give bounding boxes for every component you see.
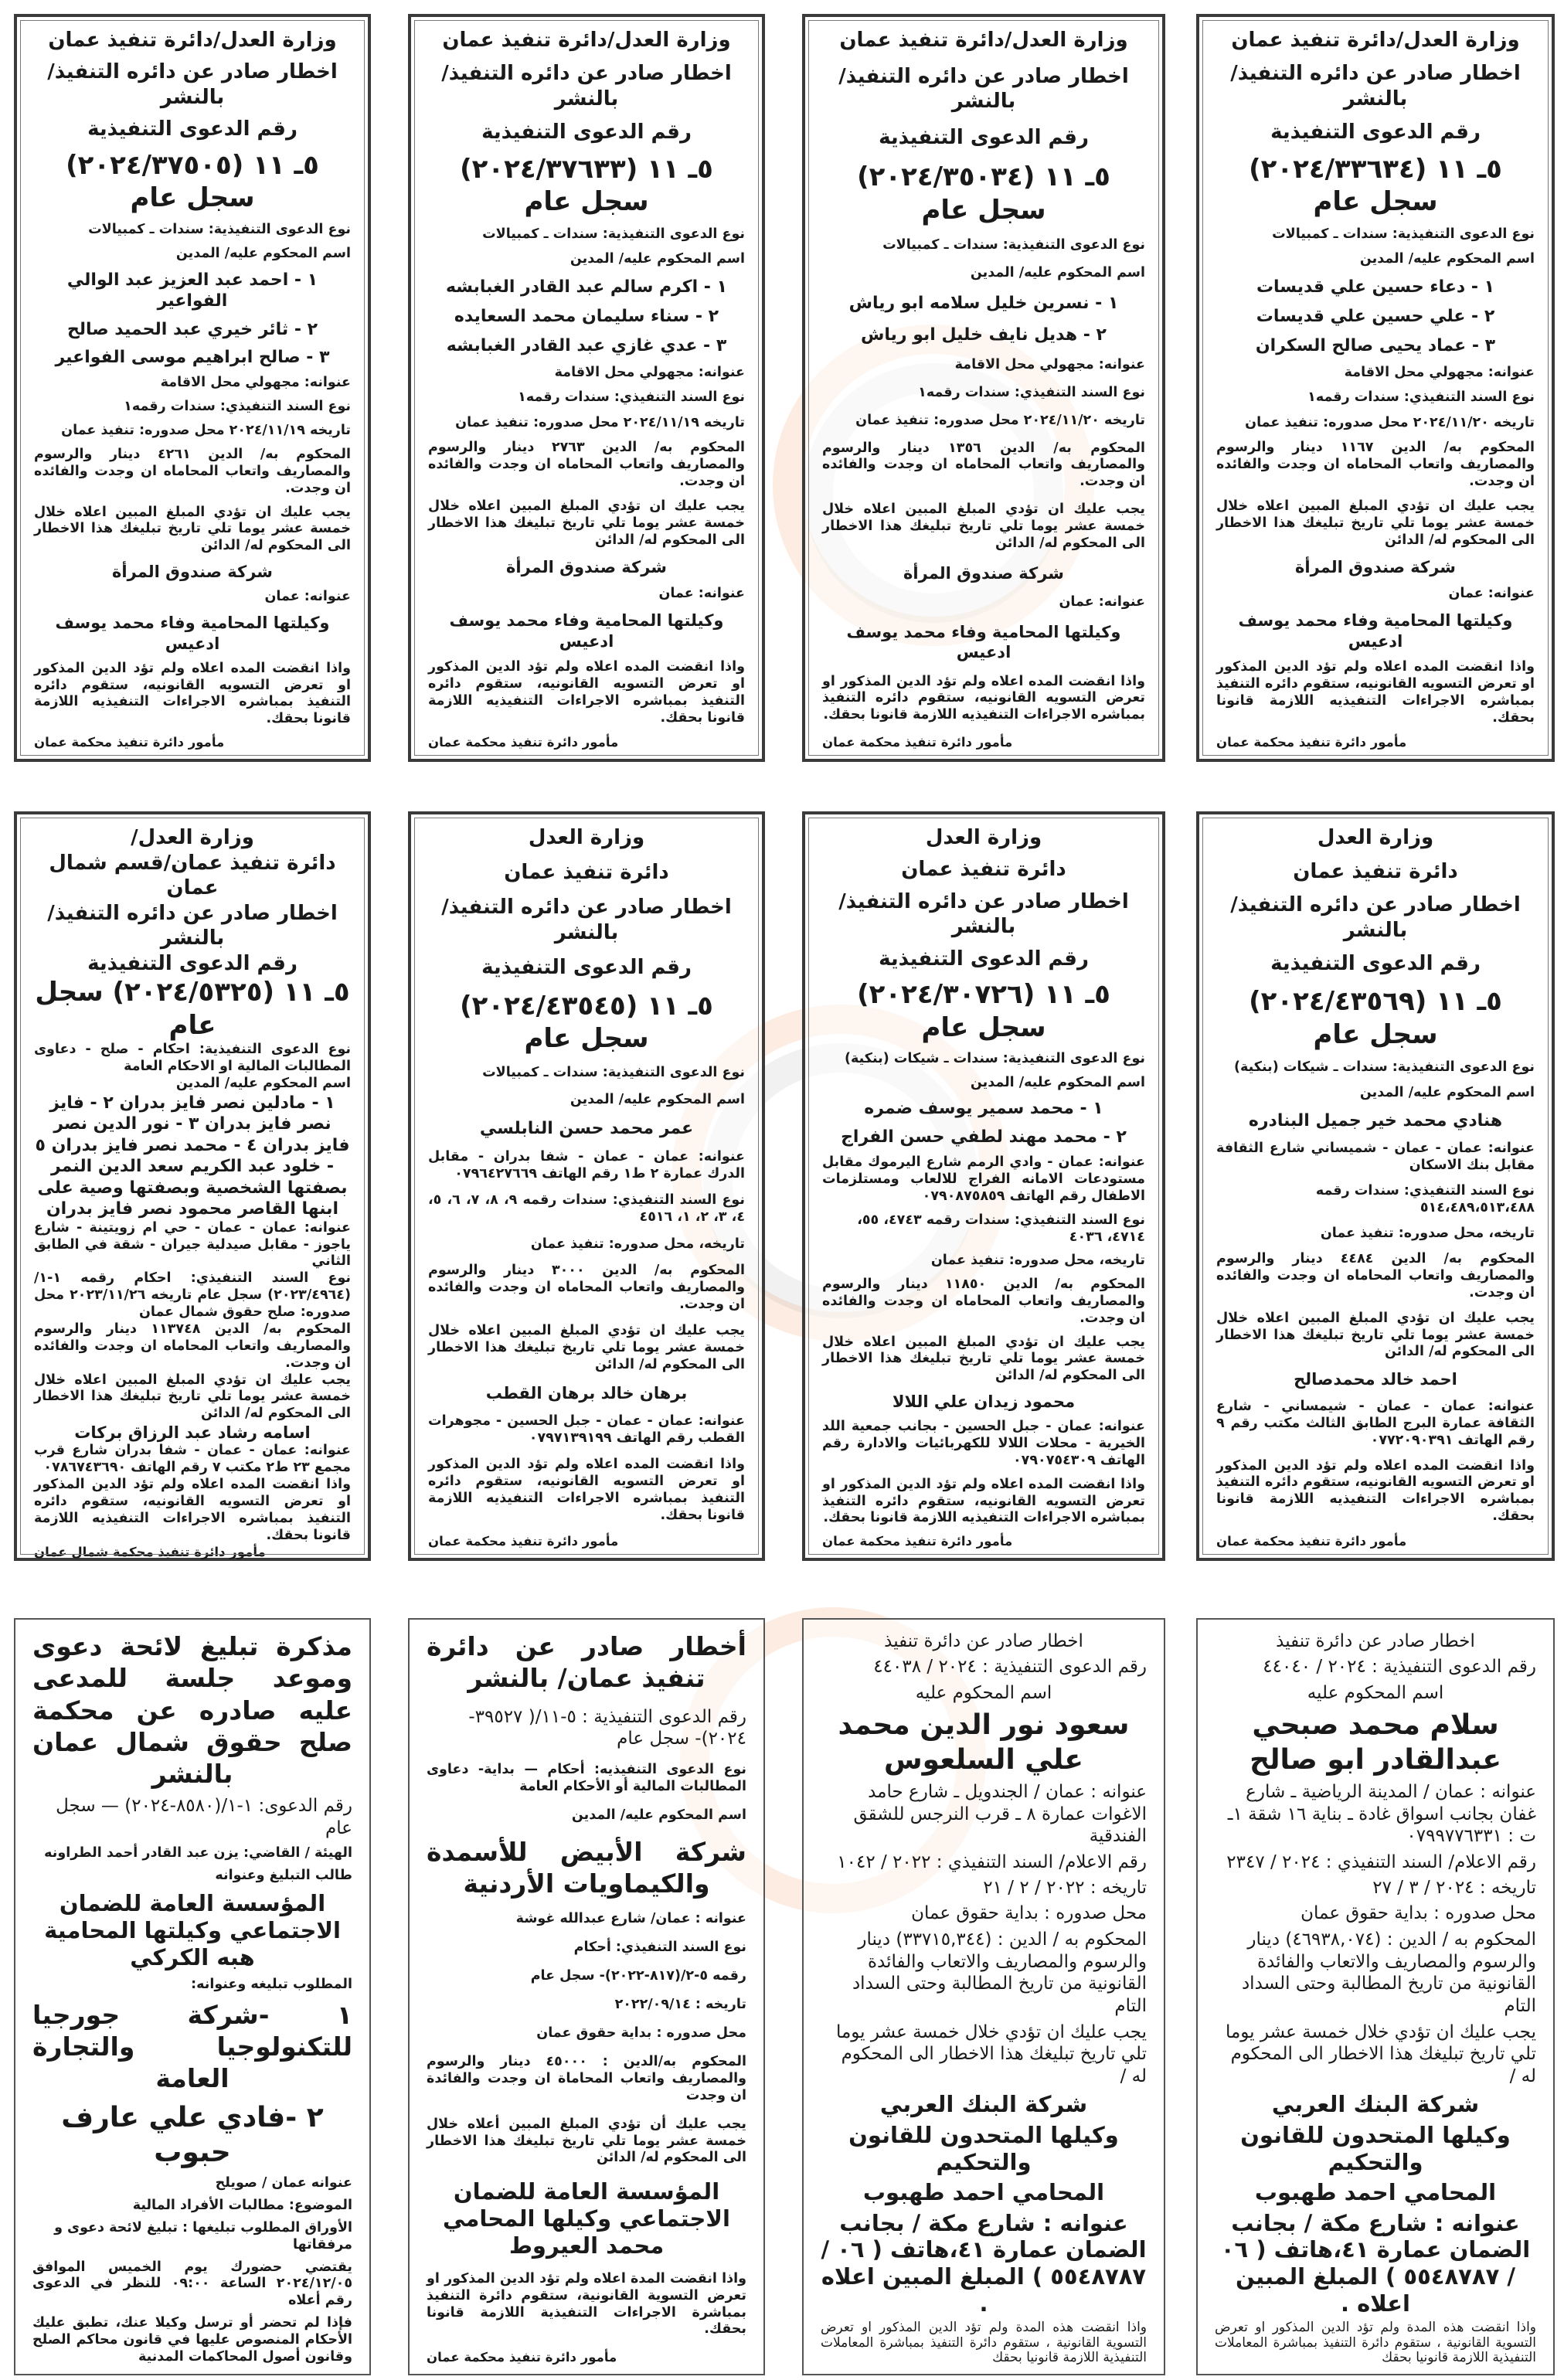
notice-text: نوع الدعوى التنفيذية: سندات ـ كمبيالات xyxy=(482,226,745,242)
notice-text: يجب عليك ان تؤدي المبلغ المبين اعلاه خلال خمسة عشر يوما تلي تاريخ تبليغك هذا الاخطار الى المحكوم له/ الدائن xyxy=(1216,1310,1535,1360)
legal-notice xyxy=(408,1618,765,2375)
notice-text: عنوانه: عمان - عمان - شفا بدران - مقابل الدرك عمارة ٢ ط١ رقم الهاتف ٠٧٩٦٤٢٧٦٦٩ xyxy=(428,1149,745,1182)
party-name: محمود زيدان علي اللالا xyxy=(892,1392,1076,1411)
notice-text: نوع الدعوى التنفيذية: سندات ـ كمبيالات xyxy=(88,221,351,237)
notice-heading: وزارة العدل/دائرة تنفيذ عمان xyxy=(442,29,731,52)
defendant-name: عمر محمد حسن النابلسي xyxy=(479,1118,694,1138)
defendant-name: ٢ - هديل نايف خليل ابو رياش xyxy=(861,325,1107,345)
notice-heading: رقم الدعوى التنفيذية xyxy=(87,117,298,141)
notice-text: عنوانه: مجهولي محل الاقامة xyxy=(1344,364,1535,380)
notice-heading: مذكرة تبليغ لائحة دعوى وموعد جلسة للمدعى عليه صادره عن محكمة صلح حقوق شمال عمان بالنشر xyxy=(32,1631,352,1789)
notice-text: نوع السند التنفيذي: أحكام xyxy=(573,1940,746,1956)
notice-text: نوع الدعوى التنفيذية: سندات ـ كمبيالات xyxy=(882,237,1145,253)
notice-text: عنوانه: عمان xyxy=(264,589,351,605)
notice-text: الهيئة / القاضي: يزن عبد القادر أحمد الطراونه xyxy=(44,1845,352,1862)
notice-text: يجب عليك ان تؤدي المبلغ المبين اعلاه خلال خمسة عشر يوما تلي تاريخ تبليغك هذا الاخطار الى المحكوم له/ الدائن xyxy=(1216,498,1535,548)
notice-text: نوع السند التنفيذي: سندات رقمه ٤٧٤٣، ٥٥، ٤٧١٤، ٤٠٣٦ xyxy=(857,1212,1145,1245)
notice-heading: رقم الدعوى التنفيذية xyxy=(87,951,298,975)
notice-heading: دائرة تنفيذ عمان/قسم شمال عمان xyxy=(49,851,336,899)
notice-heading: اخطار صادر عن دائره التنفيذ/ بالنشر xyxy=(441,896,732,944)
legal-notice xyxy=(14,14,371,762)
case-number: ٥ـ ١١ (٢٠٢٤/٣٥٠٣٤) سجل عام xyxy=(857,162,1110,226)
party-name: وكيلتها المحامية وفاء محمد يوسف ادعيس xyxy=(449,611,724,651)
defendant-name: ٢ - سناء سليمان محمد السعايده xyxy=(454,306,719,326)
notice-text: اسم المحكوم عليه xyxy=(915,1682,1052,1703)
notice-heading: وزارة العدل xyxy=(528,826,645,849)
notice-text: المحكوم به/الدين : ٤٥٠٠٠ دينار والرسوم والمصاريف واتعاب المحاماة ان وجدت والفائدة ان وجدت xyxy=(427,2053,746,2103)
defendant-name: ٢ - محمد مهند لطفي حسن الفراج xyxy=(841,1127,1127,1147)
notice-heading: رقم الدعوى التنفيذية xyxy=(481,955,692,979)
party-name: وكيلها المتحدون للقانون والتحكيم xyxy=(848,2121,1119,2175)
notice-footer: مأمور دائرة تنفيذ محكمة عمان xyxy=(34,735,225,750)
notice-heading: اخطار صادر عن دائره التنفيذ/ بالنشر xyxy=(1230,62,1521,110)
notice-text: المحكوم به/ الدين ٤٢٦١ دينار والرسوم والمصاريف واتعاب المحاماه ان وجدت والفائده ان وجدت. xyxy=(34,447,351,496)
notice-heading: وزارة العدل/دائرة تنفيذ عمان xyxy=(839,29,1128,52)
notice-text: نوع الدعوى التنفيذية: سندات ـ شيكات (بنكية) xyxy=(1234,1059,1535,1076)
notice-text: تاريخه ٢٠٢٤/١١/٢٠ محل صدوره: تنفيذ عمان xyxy=(855,412,1145,428)
notice-heading: شركة الأبيض للأسمدة والكيماويات الأردنية xyxy=(427,1836,746,1899)
party-name: المؤسسة العامة للضمان الاجتماعي وكيلها المحامي محمد العيروط xyxy=(443,2178,730,2259)
notice-text: نوع السند التنفيذي: سندات رقمه١ xyxy=(124,399,351,415)
notice-text: يجب عليك ان تؤدي المبلغ المبين اعلاه خلال خمسة عشر يوما تلي تاريخ تبليغك هذا الاخطار الى المحكوم له/ الدائن xyxy=(34,504,351,554)
notice-text: نوع السند التنفيذي: سندات رقمه١ xyxy=(918,384,1145,400)
defendant-name: ١ - نسرين خليل سلامه ابو رياش xyxy=(848,293,1119,313)
notice-text: عنوانه: عمان xyxy=(1448,585,1535,601)
notice-text: نوع الدعوى التنفيذية: احكام - صلح - دعاوى المطالبات المالية او الاحكام العامة xyxy=(34,1042,351,1074)
notice-text: تاريخه : ٢٠٢٢ / ٢ / ٢١ xyxy=(983,1878,1147,1899)
notice-text: عنوانه : عمان / الجندويل ـ شارع حامد الاغوات عمارة ٨ ـ قرب النرجس للشقق الفندقية xyxy=(853,1781,1147,1847)
notice-text: واذا انقضت المده اعلاه ولم تؤد الدين المذكور او تعرض التسويه القانونيه، ستقوم دائره التنفيذ بمباشره الاجراءات التنفيذيه اللازمة قانونا بحقك. xyxy=(34,660,351,727)
defendant-name: سلام محمد صبحي عبدالقادر ابو صالح xyxy=(1250,1709,1501,1776)
notice-text: اسم المحكوم عليه/ المدين xyxy=(570,251,745,267)
notice-text: عنوانه: عمان - عمان - جبل الحسين - مجوهرات القطب رقم الهاتف ٠٧٩٧١٣٩١٩٩ xyxy=(428,1413,745,1446)
notice-text: تاريخه : ٢٠٢٤ / ٣ / ٢٧ xyxy=(1372,1878,1536,1899)
notice-heading: رقم الدعوى التنفيذية xyxy=(879,125,1089,149)
notice-text: الموضوع: مطالبات الأفراد المالية xyxy=(132,2197,352,2213)
notice-footer: مأمور دائرة تنفيذ محكمة عمان xyxy=(822,1534,1013,1549)
party-name: وكيلتها المحامية وفاء محمد يوسف ادعيس xyxy=(1238,611,1513,651)
notice-text: يجب عليك ان تؤدي المبلغ المبين اعلاه خلال خمسة عشر يوما تلي تاريخ تبليغك هذا الاخطار الى المحكوم له/ الدائن xyxy=(34,1372,351,1422)
notice-text: تاريخه ٢٠٢٤/١١/١٩ محل صدوره: تنفيذ عمان xyxy=(455,414,745,430)
notice-heading: وزارة العدل/دائرة تنفيذ عمان xyxy=(1231,29,1520,52)
defendant-name: ١ - محمد سمير يوسف ضمره xyxy=(864,1099,1103,1119)
notice-text: يقتضي حضورك يوم الخميس الموافق ٢٠٢٤/١٢/٠٥ الساعة ٠٩:٠٠ للنظر في الدعوى رقم أعلاه xyxy=(32,2259,352,2309)
party-name: المحامي احمد طهبوب xyxy=(862,2179,1105,2206)
notice-text: تاريخه، محل صدوره: تنفيذ عمان xyxy=(530,1236,745,1252)
case-number: ٥ـ ١١ (٢٠٢٤/٤٣٥٤٥) سجل عام xyxy=(460,990,713,1055)
notice-text: اخطار صادر عن دائرة تنفيذ xyxy=(1276,1631,1475,1651)
defendant-name: ١ - مادلين نصر فايز بدران ٢ - فايز نصر فايز بدران ٣ - نور الدين نصر فايز بدران ٤ - محمد نصر فايز بدران ٥ - خلود عبد الكريم سعد الدين النمر بصفتها الشخصية وبصفتها وصية على ابنها القاصر محمود نصر فايز بدران xyxy=(35,1093,350,1219)
legal-notice xyxy=(802,1618,1165,2375)
notice-text: واذا انقضت المده اعلاه ولم تؤد الدين المذكور او تعرض التسويه القانونيه، ستقوم دائره التنفيذ بمباشره الاجراءات التنفيذيه اللازمة قانونا بحقك. xyxy=(34,1477,351,1543)
notice-text: يجب عليك ان تؤدي المبلغ المبين اعلاه خلال خمسة عشر يوما تلي تاريخ تبليغك هذا الاخطار الى المحكوم له/ الدائن xyxy=(428,498,745,548)
notice-text: واذا انقضت المده اعلاه ولم تؤد الدين المذكور او تعرض التسويه القانونيه، ستقوم دائره التنفيذ بمباشره الاجراءات التنفيذيه اللازمة قانونا بحقك. xyxy=(822,673,1145,723)
notice-text: المطلوب تبليغه وعنوانه: xyxy=(191,1976,352,1992)
notice-text: يجب عليك ان تؤدي المبلغ المبين اعلاه خلال خمسة عشر يوما تلي تاريخ تبليغك هذا الاخطار الى المحكوم له/ الدائن xyxy=(822,1334,1145,1384)
notice-text: عنوانه: مجهولي محل الاقامة xyxy=(160,375,351,391)
notice-text: نوع السند التنفيذي: سندات رقمه١ xyxy=(1307,389,1535,406)
notice-heading: اخطار صادر عن دائره التنفيذ/ بالنشر xyxy=(838,64,1129,114)
notice-text: واذا انقضت هذه المدة ولم تؤد الدين المذكور او تعرض التسوية القانونية ، ستقوم دائرة التنفيذ بمباشرة المعاملات التنفيذية اللازمة قانونيا بحقك xyxy=(1215,2320,1536,2366)
party-name: عنوانه : شارع مكة / بجانب الضمان عمارة ٤١،هاتف ( ٠٦ / ٥٥٤٨٧٨٧ ) المبلغ المبين اعلاه . xyxy=(1220,2209,1531,2317)
notice-text: واذا انقضت المده اعلاه ولم تؤد الدين المذكور او تعرض التسويه القانونيه، ستقوم دائره التنفيذ بمباشره الاجراءات التنفيذيه اللازمة قانونا بحقك. xyxy=(1216,1457,1535,1525)
party-name: وكيلها المتحدون للقانون والتحكيم xyxy=(1240,2121,1511,2175)
party-name: المؤسسة العامة للضمان الاجتماعي وكيلتها المحامية هبه الكركي xyxy=(44,1890,341,1970)
notice-text: اسم المحكوم عليه/ المدين xyxy=(1359,251,1535,267)
notice-text: واذا انقضت هذه المدة ولم تؤد الدين المذكور او تعرض التسوية القانونية ، ستقوم دائرة التنفيذ بمباشرة المعاملات التنفيذية اللازمة قانونيا بحقك xyxy=(821,2320,1147,2366)
legal-notice xyxy=(802,811,1165,1561)
legal-notice xyxy=(802,14,1165,762)
notice-text: عنوانه: عمان - وادي الرمم شارع اليرموك مقابل مستودعات الامانه الفراج للالعاب ومستلزمات الاطفال رقم الهاتف ٠٧٩٠٨٧٥٨٥٩ xyxy=(822,1154,1145,1204)
party-name: شركة صندوق المرأة xyxy=(1295,558,1456,577)
notice-text: نوع الدعوى التنفيذية: سندات ـ كمبيالات xyxy=(482,1065,745,1081)
party-name: شركة صندوق المرأة xyxy=(903,563,1064,583)
legal-notice xyxy=(14,1618,371,2375)
party-name: شركة صندوق المرأة xyxy=(112,563,273,582)
notice-text: اسم المحكوم عليه xyxy=(1307,1682,1444,1703)
notice-text: تاريخه : ٢٠٢٢/٠٩/١٤ xyxy=(614,1997,746,2013)
notice-text: اسم المحكوم عليه/ المدين xyxy=(571,1807,746,1823)
notice-text: عنوانه : عمان/ شارع عبدالله غوشة xyxy=(515,1911,746,1927)
notice-heading: اخطار صادر عن دائره التنفيذ/ بالنشر xyxy=(838,889,1129,939)
notice-text: المحكوم به/ الدين ٤٤٨٤ دينار والرسوم والمصاريف واتعاب المحاماه ان وجدت والفائده ان وجدت. xyxy=(1216,1250,1535,1300)
notice-text: المحكوم به / الدين : (٤٦٩٣٨,٠٧٤) دينار والرسوم والمصاريف والاتعاب والفائدة القانونية من تاريخ المطالبة وحتى السداد التام xyxy=(1241,1929,1536,2017)
defendant-name: هنادي محمد خير جميل البنادره xyxy=(1248,1111,1503,1131)
case-number: ٥ـ ١١ (٢٠٢٤/٣٣٦٣٤) سجل عام xyxy=(1249,153,1502,217)
notice-text: عنوانه: مجهولي محل الاقامة xyxy=(554,364,745,380)
notice-heading: اخطار صادر عن دائره التنفيذ/ بالنشر xyxy=(441,62,732,110)
notice-heading: ١ -شركة جورجيا للتكنولوجيا والتجارة العامة xyxy=(32,1999,352,2094)
notice-text: رقمه ٥-٢/(٨١٧-٢٠٢٢)- سجل عام xyxy=(530,1968,746,1984)
party-name: وكيلتها المحامية وفاء محمد يوسف ادعيس xyxy=(55,614,330,653)
notice-text: تاريخه، محل صدوره: تنفيذ عمان xyxy=(930,1253,1145,1269)
defendant-name: ٢ - علي حسين علي قديسات xyxy=(1256,306,1495,326)
notice-text: يجب عليك أن تؤدي المبلغ المبين أعلاه خلال خمسة عشر يوما تلي تاريخ تبليغك هذا الاخطار الى المحكوم له/ الدائن xyxy=(427,2116,746,2166)
notice-text: اسم المحكوم عليه/ المدين xyxy=(175,1075,351,1091)
notice-text: المحكوم به/ الدين ١١٣٧٤٨ دينار والرسوم والمصاريف واتعاب المحاماه ان وجدت والفائده ان وجدت. xyxy=(34,1321,351,1371)
notice-text: واذا انقضت المده اعلاه ولم تؤد الدين المذكور او تعرض التسويه القانونيه، ستقوم دائره التنفيذ بمباشره الاجراءات التنفيذيه اللازمة قانونا بحقك. xyxy=(428,1457,745,1523)
notice-text: المحكوم به/ الدين ١٣٥٦ دينار والرسوم والمصاريف واتعاب المحاماه ان وجدت والفائده ان وجدت. xyxy=(822,440,1145,490)
notice-text: رقم الاعلام/ السند التنفيذي : ٢٠٢٢ / ١٠٤٢ xyxy=(837,1851,1147,1872)
notice-text: الأوراق المطلوب تبليغها : تبليغ لائحة دعوى و مرفقاتها xyxy=(54,2219,352,2252)
notice-text: عنوانه: عمان - عمان - شفا بدران شارع قرب مجمع ٢٣ ط٢ مكتب ٧ رقم الهاتف ٠٧٨٦٧٤٣٦٩٠ xyxy=(34,1443,351,1476)
party-name: عنوانه : شارع مكة / بجانب الضمان عمارة ٤١،هاتف ( ٠٦ / ٥٥٤٨٧٨٧ ) المبلغ المبين اعلاه . xyxy=(821,2209,1147,2317)
notice-text: طالب التبليغ وعنوانه xyxy=(215,1868,352,1884)
notice-text: عنوانه: عمان - جبل الحسين - بجانب جمعية اللد الخيرية - محلات اللالا للكهربائيات والادارة رقم الهاتف ٠٧٩٠٧٥٤٣٠٩ xyxy=(822,1419,1145,1468)
notice-text: عنوانه: عمان - عمان - حي ام زويتينة - شارع ياجوز - مقابل صيدلية جيران - شقة في الطابق الثاني xyxy=(34,1219,351,1270)
notice-heading: دائرة تنفيذ عمان xyxy=(1293,859,1458,883)
notice-heading: وزارة العدل xyxy=(1317,826,1434,849)
party-name: احمد خالد محمدصالح xyxy=(1294,1370,1457,1389)
notice-text: يجب عليك ان تؤدي المبلغ المبين اعلاه خلال خمسة عشر يوما تلي تاريخ تبليغك هذا الاخطار الى المحكوم له/ الدائن xyxy=(822,502,1145,551)
legal-notice xyxy=(14,811,371,1561)
notice-text: عنوانه: عمان xyxy=(1059,594,1145,610)
notice-text: اسم المحكوم عليه/ المدين xyxy=(1359,1085,1535,1101)
notice-footer: مأمور دائرة تنفيذ محكمة شمال عمان xyxy=(34,1544,266,1559)
defendant-name: ٢ - ثائر خيري عبد الحميد صالح xyxy=(66,319,318,339)
party-name: شركة البنك العربي xyxy=(879,2091,1088,2118)
notice-text: رقم الدعوى التنفيذية : ٢٠٢٤ / ٤٤٠٤٠ xyxy=(1263,1657,1536,1678)
notice-text: تاريخه، محل صدوره: تنفيذ عمان xyxy=(1320,1225,1535,1241)
notice-text: رقم الدعوى: ١-١/(٨٥٨٠-٢٠٢٤) — سجل عام xyxy=(56,1796,352,1839)
notice-text: عنوانه: عمان - عمان - شيمساني - شارع الثقافة عمارة البرج الطابق الثالث مكتب رقم ٩ رقم الهاتف ٠٧٧٢٠٩٠٣٩١ xyxy=(1216,1398,1535,1448)
notice-heading: رقم الدعوى التنفيذية xyxy=(1270,952,1481,976)
notice-text: نوع السند التنفيذي: سندات رقمه١ xyxy=(518,389,745,406)
defendant-name: ١ - اكرم سالم عبد القادر الغبابشه xyxy=(445,277,728,297)
notice-heading: اخطار صادر عن دائره التنفيذ/ بالنشر xyxy=(47,901,338,950)
notice-text: نوع الدعوى التنفيذية: سندات ـ كمبيالات xyxy=(1272,226,1535,242)
defendant-name: ٢ -فادي علي عارف حبوب xyxy=(61,2101,324,2168)
legal-notice xyxy=(408,811,765,1561)
notice-heading: وزارة العدل/ xyxy=(131,826,254,849)
notice-text: نوع السند التنفيذي: سندات رقمه ٩، ٨، ٧، ٦، ٥، ٤، ٣، ٢، ١، ٤٥١٦ xyxy=(428,1192,745,1226)
notice-text: واذا انقضت المده اعلاه ولم تؤد الدين المذكور او تعرض التسويه القانونيه، ستقوم دائره التنفيذ بمباشره الاجراءات التنفيذيه اللازمة قانونا بحقك. xyxy=(428,659,745,726)
notice-text: نوع الدعوى التنفيذية: سندات ـ شيكات (بنكية) xyxy=(845,1050,1145,1066)
notice-text: يجب عليك ان تؤدي خلال خمسة عشر يوما تلي تاريخ تبليغك هذا الاخطار الى المحكوم له / xyxy=(1225,2021,1536,2087)
notice-heading: رقم الدعوى التنفيذية xyxy=(1270,120,1481,144)
notice-text: عنوانه: عمان - عمان - شميساني شارع الثقافة مقابل بنك الاسكان xyxy=(1216,1141,1535,1173)
notice-text: محل صدوره : بداية حقوق عمان xyxy=(911,1903,1147,1924)
notice-heading: رقم الدعوى التنفيذية xyxy=(879,947,1089,971)
notice-text: المحكوم به/ الدين ٢٧٦٣ دينار والرسوم والمصاريف واتعاب المحاماه ان وجدت والفائده ان وجدت. xyxy=(428,439,745,489)
notice-text: المحكوم به/ الدين ٣٠٠٠ دينار والرسوم والمصاريف واتعاب المحاماه ان وجدت والفائده ان وجدت. xyxy=(428,1262,745,1312)
notice-text: يجب عليك ان تؤدي خلال خمسة عشر يوما تلي تاريخ تبليغك هذا الاخطار الى المحكوم له / xyxy=(835,2021,1147,2087)
notice-text: رقم الدعوى التنفيذية : ٢٠٢٤ / ٤٤٠٣٨ xyxy=(873,1657,1147,1678)
notice-text: رقم الدعوى التنفيذية : ٥-١١/( ٣٩٥٢٧- ٢٠٢٤)- سجل عام xyxy=(468,1706,746,1749)
notice-text: نوع السند التنفيذي: سندات رقمه ٥١٤،٤٨٩،٥١٣،٤٨٨ xyxy=(1315,1182,1535,1216)
notice-footer: مأمور دائرة تنفيذ محكمة عمان xyxy=(427,2350,617,2365)
notice-heading: دائرة تنفيذ عمان xyxy=(504,861,669,885)
notice-text: نوع الدعوى التنفيذيه: أحكام — بداية- دعاوى المطالبات المالية أو الأحكام العامة xyxy=(427,1762,746,1794)
notice-text: واذا انقضت المده اعلاه ولم تؤد الدين المذكور او تعرض التسويه القانونيه، ستقوم دائره التنفيذ بمباشره الاجراءات التنفيذيه اللازمة قانونا بحقك. xyxy=(1216,659,1535,726)
case-number: ٥ـ ١١ (٢٠٢٤/٥٣٢٥) سجل عام xyxy=(35,977,350,1041)
notice-text: واذا انقضت المدة اعلاه ولم تؤد الدين المذكور او تعرض التسوية القانونية، ستقوم دائرة التنفيذ بمباشرة الاجراءات التنفيذية اللازمة قانونا بحقك. xyxy=(427,2270,746,2338)
notice-heading: وزارة العدل xyxy=(925,826,1042,849)
notice-text: رقم الاعلام/ السند التنفيذي : ٢٠٢٤ / ٢٣٤٧ xyxy=(1226,1851,1536,1872)
legal-notice xyxy=(408,14,765,762)
notice-text: عنوانه : عمان / المدينة الرياضية ـ شارع غفان بجانب اسواق غادة ـ بناية ١٦ شقة ١ـ ت : ٠٧٩٩٧٧٦٣٣١ xyxy=(1227,1781,1536,1847)
defendant-name: ١ - دعاء حسين علي قديسات xyxy=(1256,277,1495,297)
notice-text: اسم المحكوم عليه/ المدين xyxy=(970,1074,1145,1090)
notice-text: تاريخه ٢٠٢٤/١١/٢٠ محل صدوره: تنفيذ عمان xyxy=(1245,414,1535,430)
notice-text: فإذا لم تحضر أو ترسل وكيلا عنك، تطبق عليك الأحكام المنصوص عليها في قانون محاكم الصلح وقانون أصول المحاكمات المدنية xyxy=(32,2315,352,2365)
notice-text: المحكوم به / الدين : (٣٣٧١٥,٣٤٤) دينار والرسوم والمصاريف والاتعاب والفائدة القانونية من تاريخ المطالبة وحتى السداد التام xyxy=(852,1929,1147,2017)
party-name: اسامه رشاد عبد الرزاق بركات xyxy=(74,1423,311,1443)
notice-text: محل صدوره : بداية حقوق عمان xyxy=(536,2025,746,2042)
case-number: ٥ـ ١١ (٢٠٢٤/٤٣٥٦٩) سجل عام xyxy=(1249,986,1502,1050)
notice-text: عنوانه: مجهولي محل الاقامة xyxy=(954,356,1145,372)
notice-text: تاريخه ٢٠٢٤/١١/١٩ محل صدوره: تنفيذ عمان xyxy=(61,423,351,439)
notice-text: يجب عليك ان تؤدي المبلغ المبين اعلاه خلال خمسة عشر يوما تلي تاريخ تبليغك هذا الاخطار الى المحكوم له/ الدائن xyxy=(428,1323,745,1372)
legal-notice xyxy=(1196,811,1555,1561)
case-number: ٥ـ ١١ (٢٠٢٤/٣٧٦٣٣) سجل عام xyxy=(460,153,713,217)
defendant-name: ٣ - عدي غازي عبد القادر الغبابشه xyxy=(446,335,727,355)
legal-notice xyxy=(1196,14,1555,762)
case-number: ٥ـ ١١ (٢٠٢٤/٣٠٧٢٦) سجل عام xyxy=(857,979,1110,1043)
case-number: ٥ـ ١١ (٢٠٢٤/٣٧٥٠٥) سجل عام xyxy=(66,149,319,214)
notice-text: محل صدوره : بداية حقوق عمان xyxy=(1300,1903,1536,1924)
notice-text: واذا انقضت المده اعلاه ولم تؤد الدين المذكور او تعرض التسويه القانونيه، ستقوم دائره التنفيذ بمباشره الاجراءات التنفيذيه اللازمة قانونا بحقك. xyxy=(822,1476,1145,1526)
notice-heading: اخطار صادر عن دائره التنفيذ/ بالنشر xyxy=(47,60,338,109)
party-name: شركة صندوق المرأة xyxy=(506,558,667,577)
notice-text: نوع السند التنفيذي: احكام رقمه ١-١/ (٢٠٢٣/٤٩٦٤) سجل عام تاريخه ٢٠٢٣/١١/٢٦ محل صدوره: صلح حقوق شمال عمان xyxy=(34,1270,351,1320)
notice-footer: مأمور دائرة تنفيذ محكمة عمان xyxy=(1216,735,1407,750)
defendant-name: ١ - احمد عبد العزيز عبد الوالي الفواعير xyxy=(66,270,318,311)
notice-heading: وزارة العدل/دائرة تنفيذ عمان xyxy=(48,29,337,52)
notice-text: المحكوم به/ الدين ١١٨٥٠ دينار والرسوم والمصاريف واتعاب المحاماه ان وجدت والفائده ان وجدت. xyxy=(822,1277,1145,1326)
notice-text: اسم المحكوم عليه/ المدين xyxy=(570,1091,745,1107)
notice-footer: مأمور دائرة تنفيذ محكمة عمان xyxy=(1216,1534,1407,1549)
notice-text: اسم المحكوم عليه/ المدين xyxy=(175,245,351,261)
party-name: شركة البنك العربي xyxy=(1271,2091,1480,2118)
defendant-name: سعود نور الدين محمد علي السلعوس xyxy=(838,1709,1130,1776)
notice-footer: مأمور دائرة تنفيذ محكمة عمان xyxy=(822,735,1013,750)
notice-heading: رقم الدعوى التنفيذية xyxy=(481,120,692,144)
notice-text: اخطار صادر عن دائرة تنفيذ xyxy=(884,1631,1083,1651)
legal-notice xyxy=(1196,1618,1555,2375)
defendant-name: ٣ - عماد يحيى صالح السكران xyxy=(1255,335,1496,355)
party-name: المحامي احمد طهبوب xyxy=(1254,2179,1497,2206)
notice-text: اسم المحكوم عليه/ المدين xyxy=(970,264,1145,280)
party-name: وكيلتها المحامية وفاء محمد يوسف ادعيس xyxy=(846,622,1121,662)
notice-footer: مأمور دائرة تنفيذ محكمة عمان xyxy=(428,1534,619,1549)
party-name: برهان خالد برهان القطب xyxy=(485,1384,688,1403)
notice-text: المحكوم به/ الدين ١١٦٧ دينار والرسوم والمصاريف واتعاب المحاماه ان وجدت والفائده ان وجدت. xyxy=(1216,439,1535,489)
notice-heading: اخطار صادر عن دائره التنفيذ/ بالنشر xyxy=(1230,893,1521,942)
notice-footer: مأمور دائرة تنفيذ محكمة عمان xyxy=(428,735,619,750)
defendant-name: ٣ - صالح ابراهيم موسى الفواعير xyxy=(55,348,330,367)
notice-text: عنوانه: عمان xyxy=(658,585,745,601)
notice-text: عنوانه عمان / صويلح xyxy=(215,2174,352,2191)
notice-heading: دائرة تنفيذ عمان xyxy=(901,858,1066,882)
notice-heading: أخطار صادر عن دائرة تنفيذ عمان/ بالنشر xyxy=(427,1631,746,1694)
